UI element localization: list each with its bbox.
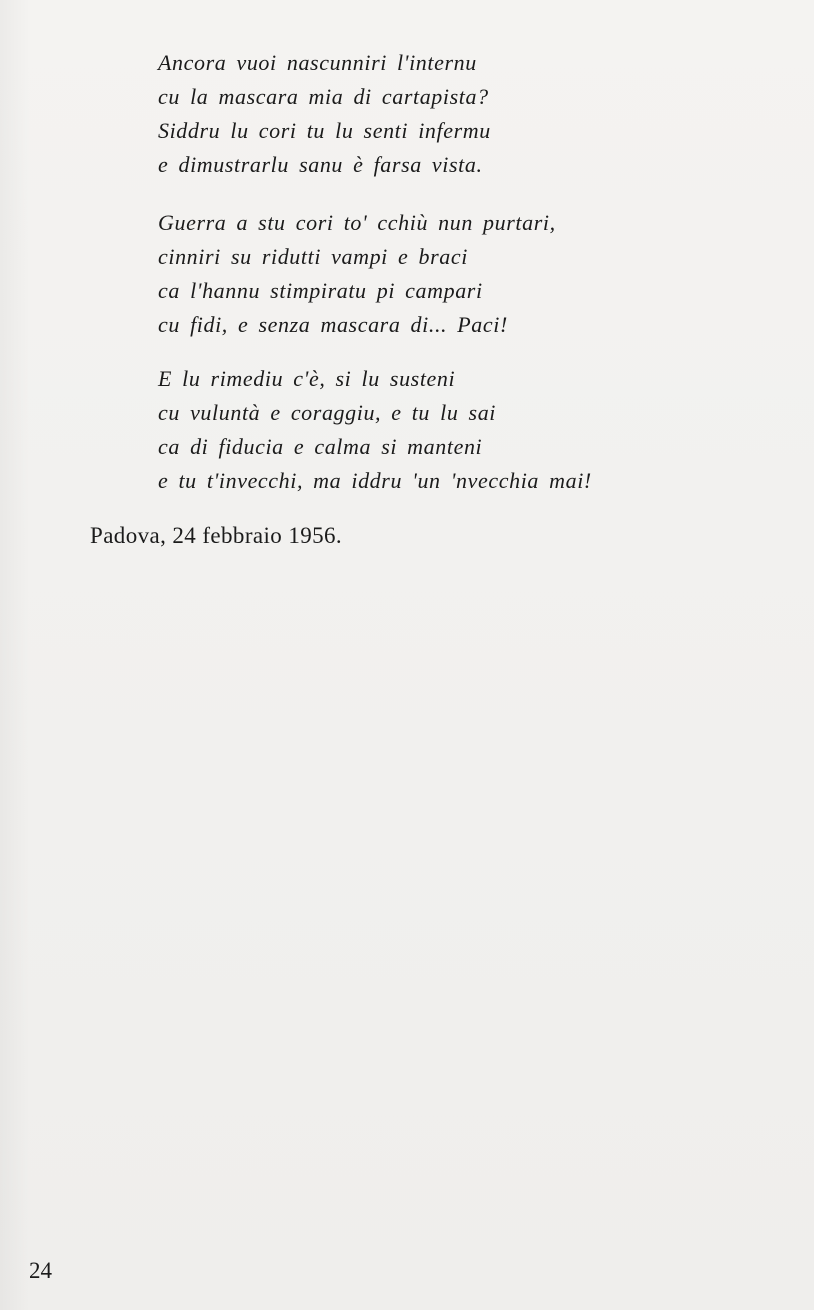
poem-line: e tu t'invecchi, ma iddru 'un 'nvecchia mai!: [158, 468, 592, 493]
poem-line: Ancora vuoi nascunniri l'internu: [158, 50, 477, 75]
poem-stanza-1: [158, 46, 491, 182]
page-number: 24: [29, 1258, 52, 1283]
poem-line: ca l'hannu stimpiratu pi campari: [158, 278, 483, 303]
poem-line: cu vuluntà e coraggiu, e tu lu sai: [158, 400, 497, 425]
dateline: Padova, 24 febbraio 1956.: [90, 523, 343, 548]
poem-stanza-2: [158, 206, 556, 342]
poem-line: E lu rimediu c'è, si lu susteni: [158, 366, 456, 391]
poem-stanza-3: [158, 362, 592, 498]
poem-line: Siddru lu cori tu lu senti infermu: [158, 118, 491, 143]
poem-line: e dimustrarlu sanu è farsa vista.: [158, 152, 483, 177]
poem-line: cu la mascara mia di cartapista?: [158, 84, 489, 109]
poem-line: ca di fiducia e calma si manteni: [158, 434, 483, 459]
poem-line: Guerra a stu cori to' cchiù nun purtari,: [158, 210, 556, 235]
poem-line: cu fidi, e senza mascara di... Paci!: [158, 312, 508, 337]
poem-line: cinniri su ridutti vampi e braci: [158, 244, 468, 269]
